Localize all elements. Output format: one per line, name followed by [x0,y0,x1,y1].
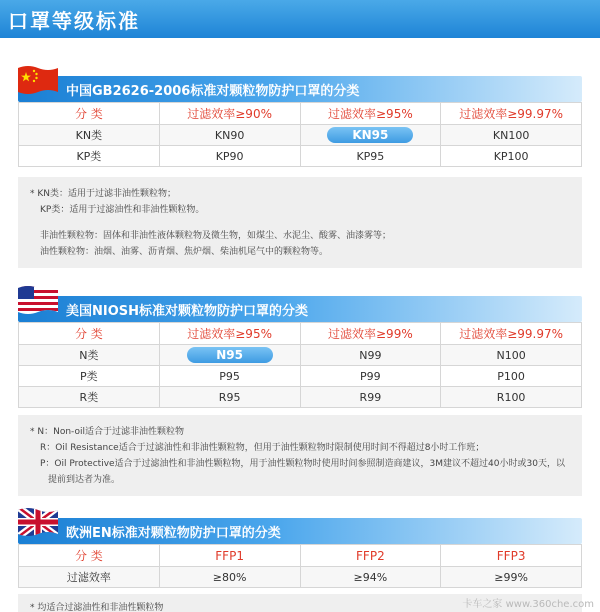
table-header: 过滤效率≥99% [300,323,441,345]
table-header: FFP1 [159,545,300,567]
section-title: 美国NIOSH标准对颗粒物防护口罩的分类 [66,304,309,319]
table-cell: ≥94% [300,567,441,588]
note-line: * KN类：适用于过滤非油性颗粒物； [30,189,176,199]
classification-table [18,544,582,588]
table-row [19,387,582,408]
notes-box [18,415,582,496]
classification-table [18,102,582,167]
china-flag-icon [14,62,62,98]
section-usa [18,296,582,496]
highlight-badge: KN95 [327,127,413,143]
table-row [19,125,582,146]
table-header: FFP2 [300,545,441,567]
section-banner [18,296,582,322]
table-header: 分 类 [19,103,160,125]
table-cell: R100 [441,387,582,408]
section-banner [18,518,582,544]
table-cell: P99 [300,366,441,387]
note-line: KP类：适用于过滤油性和非油性颗粒物。 [40,205,205,215]
note-line: R：Oil Resistance适合于过滤油性和非油性颗粒物，但用于油性颗粒物时限制使用时间不得超过8小时工作班； [40,443,485,453]
table-header: 过滤效率≥90% [159,103,300,125]
page-header [0,0,600,38]
table-cell: R95 [159,387,300,408]
note-line: * N：Non-oil适合于过滤非油性颗粒物 [30,427,184,437]
section-banner [18,76,582,102]
table-header: 分 类 [19,323,160,345]
page-title: 口罩等级标准 [8,8,140,33]
table-cell: N99 [300,345,441,366]
note-line: P：Oil Protective适合于过滤油性和非油性颗粒物，用于油性颗粒物时使用时间参照制造商建议，3M建议不超过40小时或30天，以 [40,459,565,469]
table-row [19,567,582,588]
note-line: 非油性颗粒物：固体和非油性液体颗粒物及微生物，如煤尘、水泥尘、酸雾、油漆雾等； [40,231,392,241]
table-header: 过滤效率≥95% [300,103,441,125]
watermark: 卡车之家 www.360che.com [462,599,594,610]
table-cell: 过滤效率 [19,567,160,588]
section-title: 中国GB2626-2006标准对颗粒物防护口罩的分类 [66,84,360,99]
table-cell: ≥80% [159,567,300,588]
table-header: 过滤效率≥95% [159,323,300,345]
table-header: 过滤效率≥99.97% [441,103,582,125]
table-cell: ≥99% [441,567,582,588]
table-cell: P100 [441,366,582,387]
table-cell: KN类 [19,125,160,146]
table-cell: N类 [19,345,160,366]
table-cell: KP90 [159,146,300,167]
table-cell: P95 [159,366,300,387]
table-header: FFP3 [441,545,582,567]
table-cell: KP95 [300,146,441,167]
table-row [19,366,582,387]
note-line: * 均适合过滤油性和非油性颗粒物 [30,603,164,612]
table-cell [159,345,300,366]
table-row [19,146,582,167]
table-cell: KP100 [441,146,582,167]
table-header: 分 类 [19,545,160,567]
table-cell: R99 [300,387,441,408]
classification-table [18,322,582,408]
table-cell: R类 [19,387,160,408]
note-line: 提前到达者为准。 [48,475,121,485]
table-cell [300,125,441,146]
table-cell: N100 [441,345,582,366]
uk-flag-icon [14,504,62,540]
usa-flag-icon [14,282,62,318]
table-cell: P类 [19,366,160,387]
highlight-badge: N95 [187,347,273,363]
table-cell: KN100 [441,125,582,146]
table-row [19,345,582,366]
notes-box [18,177,582,268]
section-title: 欧洲EN标准对颗粒物防护口罩的分类 [66,526,281,541]
section-china [18,76,582,268]
table-cell: KP类 [19,146,160,167]
table-cell: KN90 [159,125,300,146]
note-line: 油性颗粒物：油烟、油雾、沥青烟、焦炉烟、柴油机尾气中的颗粒物等。 [40,247,329,257]
table-header: 过滤效率≥99.97% [441,323,582,345]
